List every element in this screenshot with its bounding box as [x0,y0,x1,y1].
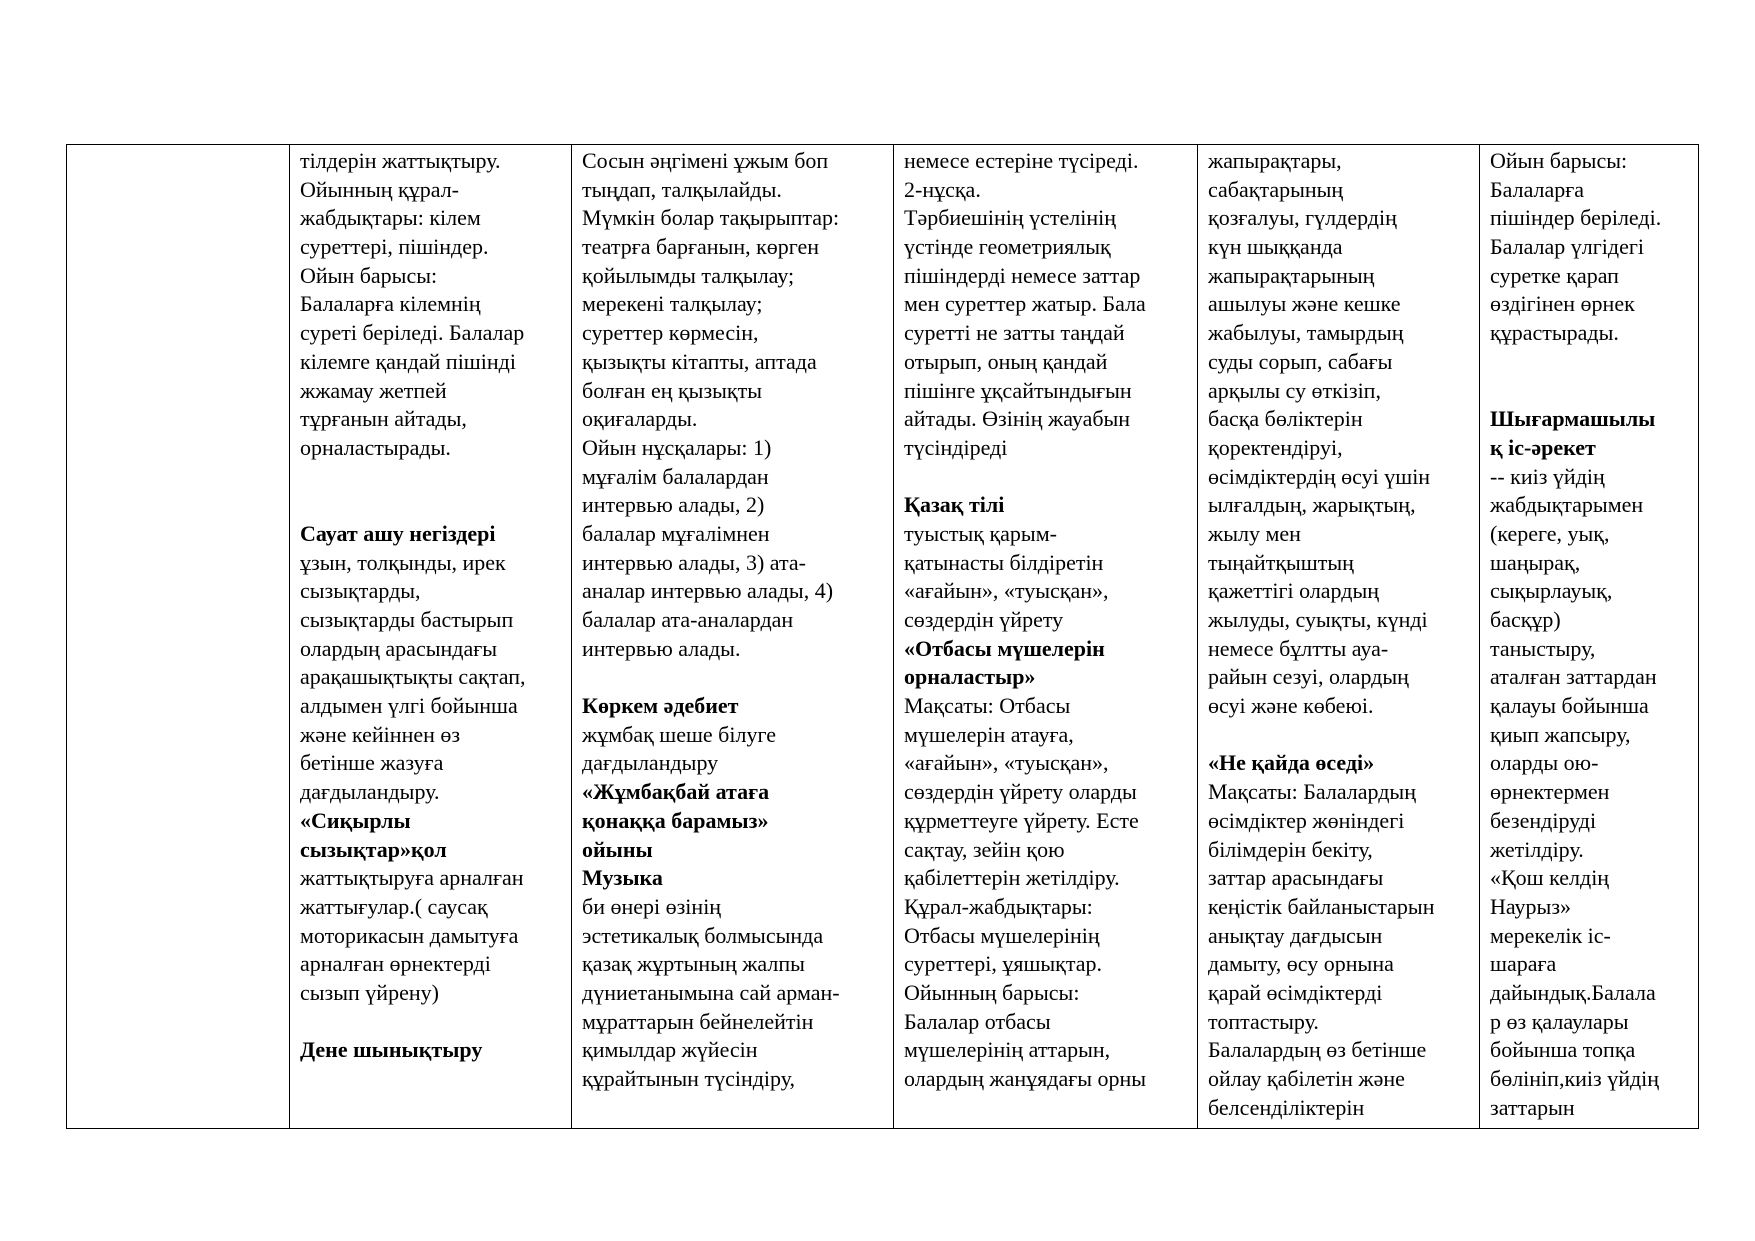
cell-heading-line: орналастыр» [904,664,1036,690]
cell-text-line: дайындық.Балала [1490,979,1656,1005]
cell-text-line: кілемге қандай пішінді [300,348,516,374]
cell-text-line: шараға [1490,951,1557,977]
cell-text-line: тілдерін жаттықтыру. [300,148,501,173]
cell-text-line: Балаларға кілемнің [300,291,481,317]
cell-text-line [1208,721,1469,750]
cell-text-line: басқұр) [1490,607,1561,632]
cell-text-line: «ағайын», «туысқан», [904,750,1109,776]
cell-text-line: туыстық қарым- [904,520,1057,546]
cell-text-line: Мақсаты: Балалардың [1208,779,1416,805]
cell-text-line: шаңырақ, [1490,549,1581,575]
cell-text-line: алдымен үлгі бойынша [300,693,518,719]
cell-text-line: орналастырады. [300,434,451,460]
cell-text-line: өздігінен өрнек [1490,291,1635,317]
cell-text-line: топтастыру. [1208,1008,1319,1034]
plan-table [66,144,1699,1129]
cell-text-line: олардың арасындағы [300,635,498,661]
cell-text-line: жжамау жетпей [300,377,447,403]
cell-text-line: өсімдіктердің өсуі үшін [1208,463,1431,489]
cell-heading-line: ойыны [582,836,653,862]
cell-text-line: пішіндер беріледі. [1490,205,1662,231]
cell-text-line: интервью алады, 3) ата- [582,549,806,575]
cell-text-line: моторикасын дамытуға [300,922,519,948]
cell-text-line: интервью алады. [582,635,741,661]
cell-text-line: отырып, оның қандай [904,348,1108,374]
cell-text-line [300,463,561,492]
cell-text-line: ылғалдың, жарықтың, [1208,492,1416,518]
cell-text-line: өсімдіктер жөніндегі [1208,807,1405,833]
cell-text-line: жапырақтары, [1208,148,1342,173]
cell-text-line: қарай өсімдіктерді [1208,979,1383,1005]
cell-text-line: жабдықтарымен [1490,492,1644,518]
cell-text-line: дағдыландыру. [300,779,440,805]
cell-text-line: жабдықтары: кілем [300,205,481,231]
cell-text-line: білімдерін бекіту, [1208,836,1373,862]
cell-text-line: балалар мұғалімнен [582,520,770,546]
cell-text-line: жылу мен [1208,520,1301,546]
cell-text-line: қызықты кітапты, аптада [582,348,817,374]
cell-text-line: «Қош келдің [1490,865,1610,891]
cell-text-line: заттарын [1490,1094,1575,1120]
cell-text-line [300,491,561,520]
cell-text-line: анықтау дағдысын [1208,922,1383,948]
cell-text-line: ойлау қабілетін және [1208,1066,1405,1091]
cell-text-line [1490,348,1688,377]
cell-text-line: безендіруді [1490,807,1597,833]
cell-text-line: қозғалуы, гүлдердің [1208,205,1397,231]
cell-text-line: ашылуы және кешке [1208,291,1401,317]
cell-text-line: күн шыққанда [1208,234,1343,260]
cell-text-line: мүшелерін атауға, [904,721,1074,747]
cell-text-line: басқа бөліктерін [1208,406,1363,432]
cell-text-line: балалар ата-аналардан [582,607,794,632]
cell-text-line: өрнектермен [1490,779,1610,805]
cell-text-line: тұрғанын айтады, [300,406,467,432]
cell-text-line: Мүмкін болар тақырыптар: [582,205,840,231]
cell-text-line: жылуды, суықты, күнді [1208,607,1428,632]
cell-text-line [1490,377,1688,406]
cell-text-line: өсуі және көбеюі. [1208,693,1374,719]
cell-text-line: құрайтынын түсіндіру, [582,1066,796,1091]
cell-text-line: таныстыру, [1490,635,1596,661]
cell-text-line: дүниетанымына сай арман- [582,979,840,1005]
cell-text-line: немесе естеріне түсіреді. [904,148,1139,173]
cell-text-line: сөздердін үйрету оларды [904,779,1137,805]
cell-text-line: қиып жапсыру, [1490,721,1631,747]
cell-text-line: жетілдіру. [1490,836,1584,862]
cell-text-line: қалауы бойынша [1490,693,1649,719]
cell-heading-line: Қазақ тілі [904,492,1005,518]
cell-text-line: Ойын нұсқалары: 1) [582,434,772,460]
cell-heading-line: Дене шынықтыру [300,1037,483,1063]
cell-text-line: белсенділіктерін [1208,1094,1365,1120]
cell-text-line: би өнері өзінің [582,893,722,919]
cell-text-line: Балаларға [1490,176,1585,202]
cell-text-line: қоректендіруі, [1208,434,1343,460]
cell-text-line: -- киіз үйдің [1490,463,1605,489]
cell-text-line [300,1008,561,1037]
cell-heading-line: «Отбасы мүшелерін [904,635,1105,661]
cell-text-line: жапырақтарының [1208,262,1375,288]
cell-text-line: Сосын әңгімені ұжым боп [582,148,829,173]
cell-text-line: мен суреттер жатыр. Бала [904,291,1146,317]
cell-text-line: үстінде геометриялық [904,234,1111,260]
cell-heading-line: сызықтар»қол [300,836,447,862]
cell-text-line: тыңдап, талқылайды. [582,176,782,202]
cell-text-line: мұғалім балалардан [582,463,769,489]
cell-text-line: Отбасы мүшелерінің [904,922,1100,948]
cell-heading-line: «Не қайда өседі» [1208,750,1375,776]
cell-text-line: р өз қалаулары [1490,1008,1629,1034]
cell-text-line: қойылымды талқылау; [582,262,795,288]
table-cell-col-6 [1480,145,1699,1129]
cell-text-line: ұзын, толқынды, ирек [300,549,506,575]
cell-text-line: «ағайын», «туысқан», [904,578,1109,604]
cell-text-line: қабілеттерін жетілдіру. [904,865,1120,891]
cell-text-line: Ойынның барысы: [904,979,1080,1005]
cell-text-line: мүшелерінің аттарын, [904,1037,1111,1063]
cell-heading-line: «Жұмбақбай атаға [582,779,770,805]
cell-text-line: суретті не затты таңдай [904,320,1125,346]
cell-text-line: олардың жанұядағы орны [904,1066,1147,1091]
cell-text-line: пішінге ұқсайтындығын [904,377,1132,403]
cell-text-line [904,463,1187,492]
cell-text-line: жаттықтыруға арналған [300,865,524,891]
cell-text-line: театрға барғанын, көрген [582,234,820,260]
cell-text-line: арақашықтықты сақтап, [300,664,526,690]
cell-text-line: қазақ жұртының жалпы [582,951,805,977]
cell-heading-line: Көркем әдебиет [582,693,739,719]
cell-text-line: арқылы су өткізіп, [1208,377,1381,403]
cell-text-line: арналған өрнектерді [300,951,491,977]
cell-text-line: жабылуы, тамырдың [1208,320,1404,346]
cell-text-line: мерекелік іс- [1490,922,1611,948]
cell-text-line: Ойын барысы: [1490,148,1628,173]
cell-text-line: бөлініп,киіз үйдің [1490,1066,1660,1091]
cell-text-line: мерекені талқылау; [582,291,763,317]
cell-text-line: интервью алады, 2) [582,492,765,518]
cell-text-line: суреті беріледі. Балалар [300,320,525,346]
table-cell-col-3 [572,145,894,1129]
cell-text-line: бетінше жазуға [300,750,444,776]
cell-text-line: Тәрбиешінің үстелінің [904,205,1117,231]
cell-text-line: сызықтарды, [300,578,421,604]
cell-text-line: суретке қарап [1490,262,1619,288]
cell-text-line: Балалар үлгідегі [1490,234,1644,260]
cell-heading-line: Музыка [582,865,663,891]
cell-heading-line: қонаққа барамыз» [582,807,769,833]
cell-text-line: мұраттарын бейнелейтін [582,1008,814,1034]
cell-text-line: жұмбақ шеше білуге [582,721,776,747]
cell-text-line: түсіндіреді [904,434,1008,460]
cell-heading-line: қ іс-әрекет [1490,434,1596,460]
cell-text-line: суреттері, пішіндер. [300,234,489,260]
cell-text-line: сақтау, зейін қою [904,836,1065,862]
cell-text-line: қажеттігі олардың [1208,578,1380,604]
cell-text-line: дағдыландыру [582,750,719,776]
table-cell-col-2 [290,145,572,1129]
cell-text-line: 2-нұсқа. [904,176,981,202]
cell-text-line: аналар интервью алады, 4) [582,578,834,604]
cell-text-line: Наурыз» [1490,893,1572,919]
cell-text-line: сызықтарды бастырып [300,607,514,632]
cell-text-line: оқиғаларды. [582,406,698,432]
cell-text-line: сықырлауық, [1490,578,1613,604]
cell-text-line: жаттығулар.( саусақ [300,893,488,919]
cell-text-line: құрастырады. [1490,320,1619,346]
cell-text-line [582,663,883,692]
cell-text-line: сызып үйрену) [300,979,439,1005]
cell-text-line: қатынасты білдіретін [904,549,1104,575]
cell-text-line: сабақтарының [1208,176,1344,202]
cell-text-line: дамыту, өсу орнына [1208,951,1394,977]
cell-text-line: сөздердін үйрету [904,607,1064,632]
cell-text-line: Құрал-жабдықтары: [904,893,1093,919]
cell-text-line: қимылдар жүйесін [582,1037,758,1063]
cell-text-line: және кейіннен өз [300,721,461,747]
table-cell-col-5 [1198,145,1480,1129]
cell-text-line: эстетикалық болмысында [582,922,824,948]
cell-text-line: суреттері, ұяшықтар. [904,951,1103,977]
cell-text-line: Ойынның құрал- [300,176,459,202]
cell-text-line: немесе бұлтты ауа- [1208,635,1389,661]
cell-text-line: болған ең қызықты [582,377,763,403]
cell-text-line: тыңайтқыштың [1208,549,1354,575]
cell-text-line: райын сезуі, олардың [1208,664,1409,690]
cell-text-line: Ойын барысы: [300,262,438,288]
table-cell-col-1 [67,145,290,1129]
cell-heading-line: «Сиқырлы [300,807,411,833]
cell-text-line: суреттер көрмесін, [582,320,759,346]
cell-text-line: бойынша топқа [1490,1037,1636,1063]
cell-text-line: Балалар отбасы [904,1008,1051,1034]
cell-text-line: құрметтеуге үйрету. Есте [904,807,1139,833]
cell-text-line: заттар арасындағы [1208,865,1384,891]
cell-heading-line: Сауат ашу негіздері [300,520,496,546]
cell-text-line: Балалардың өз бетінше [1208,1037,1427,1063]
cell-heading-line: Шығармашылы [1490,406,1656,432]
cell-text-line: аталған заттардан [1490,664,1657,690]
cell-text-line: суды сорып, сабағы [1208,348,1393,374]
cell-text-line: кеңістік байланыстарын [1208,893,1435,919]
cell-text-line: пішіндерді немесе заттар [904,262,1141,288]
cell-text-line: Мақсаты: Отбасы [904,693,1071,719]
cell-text-line: оларды ою- [1490,750,1599,776]
table-cell-col-4 [894,145,1198,1129]
cell-text-line: айтады. Өзінің жауабын [904,406,1131,432]
table-row [67,145,1699,1129]
cell-text-line: (кереге, уық, [1490,520,1610,546]
